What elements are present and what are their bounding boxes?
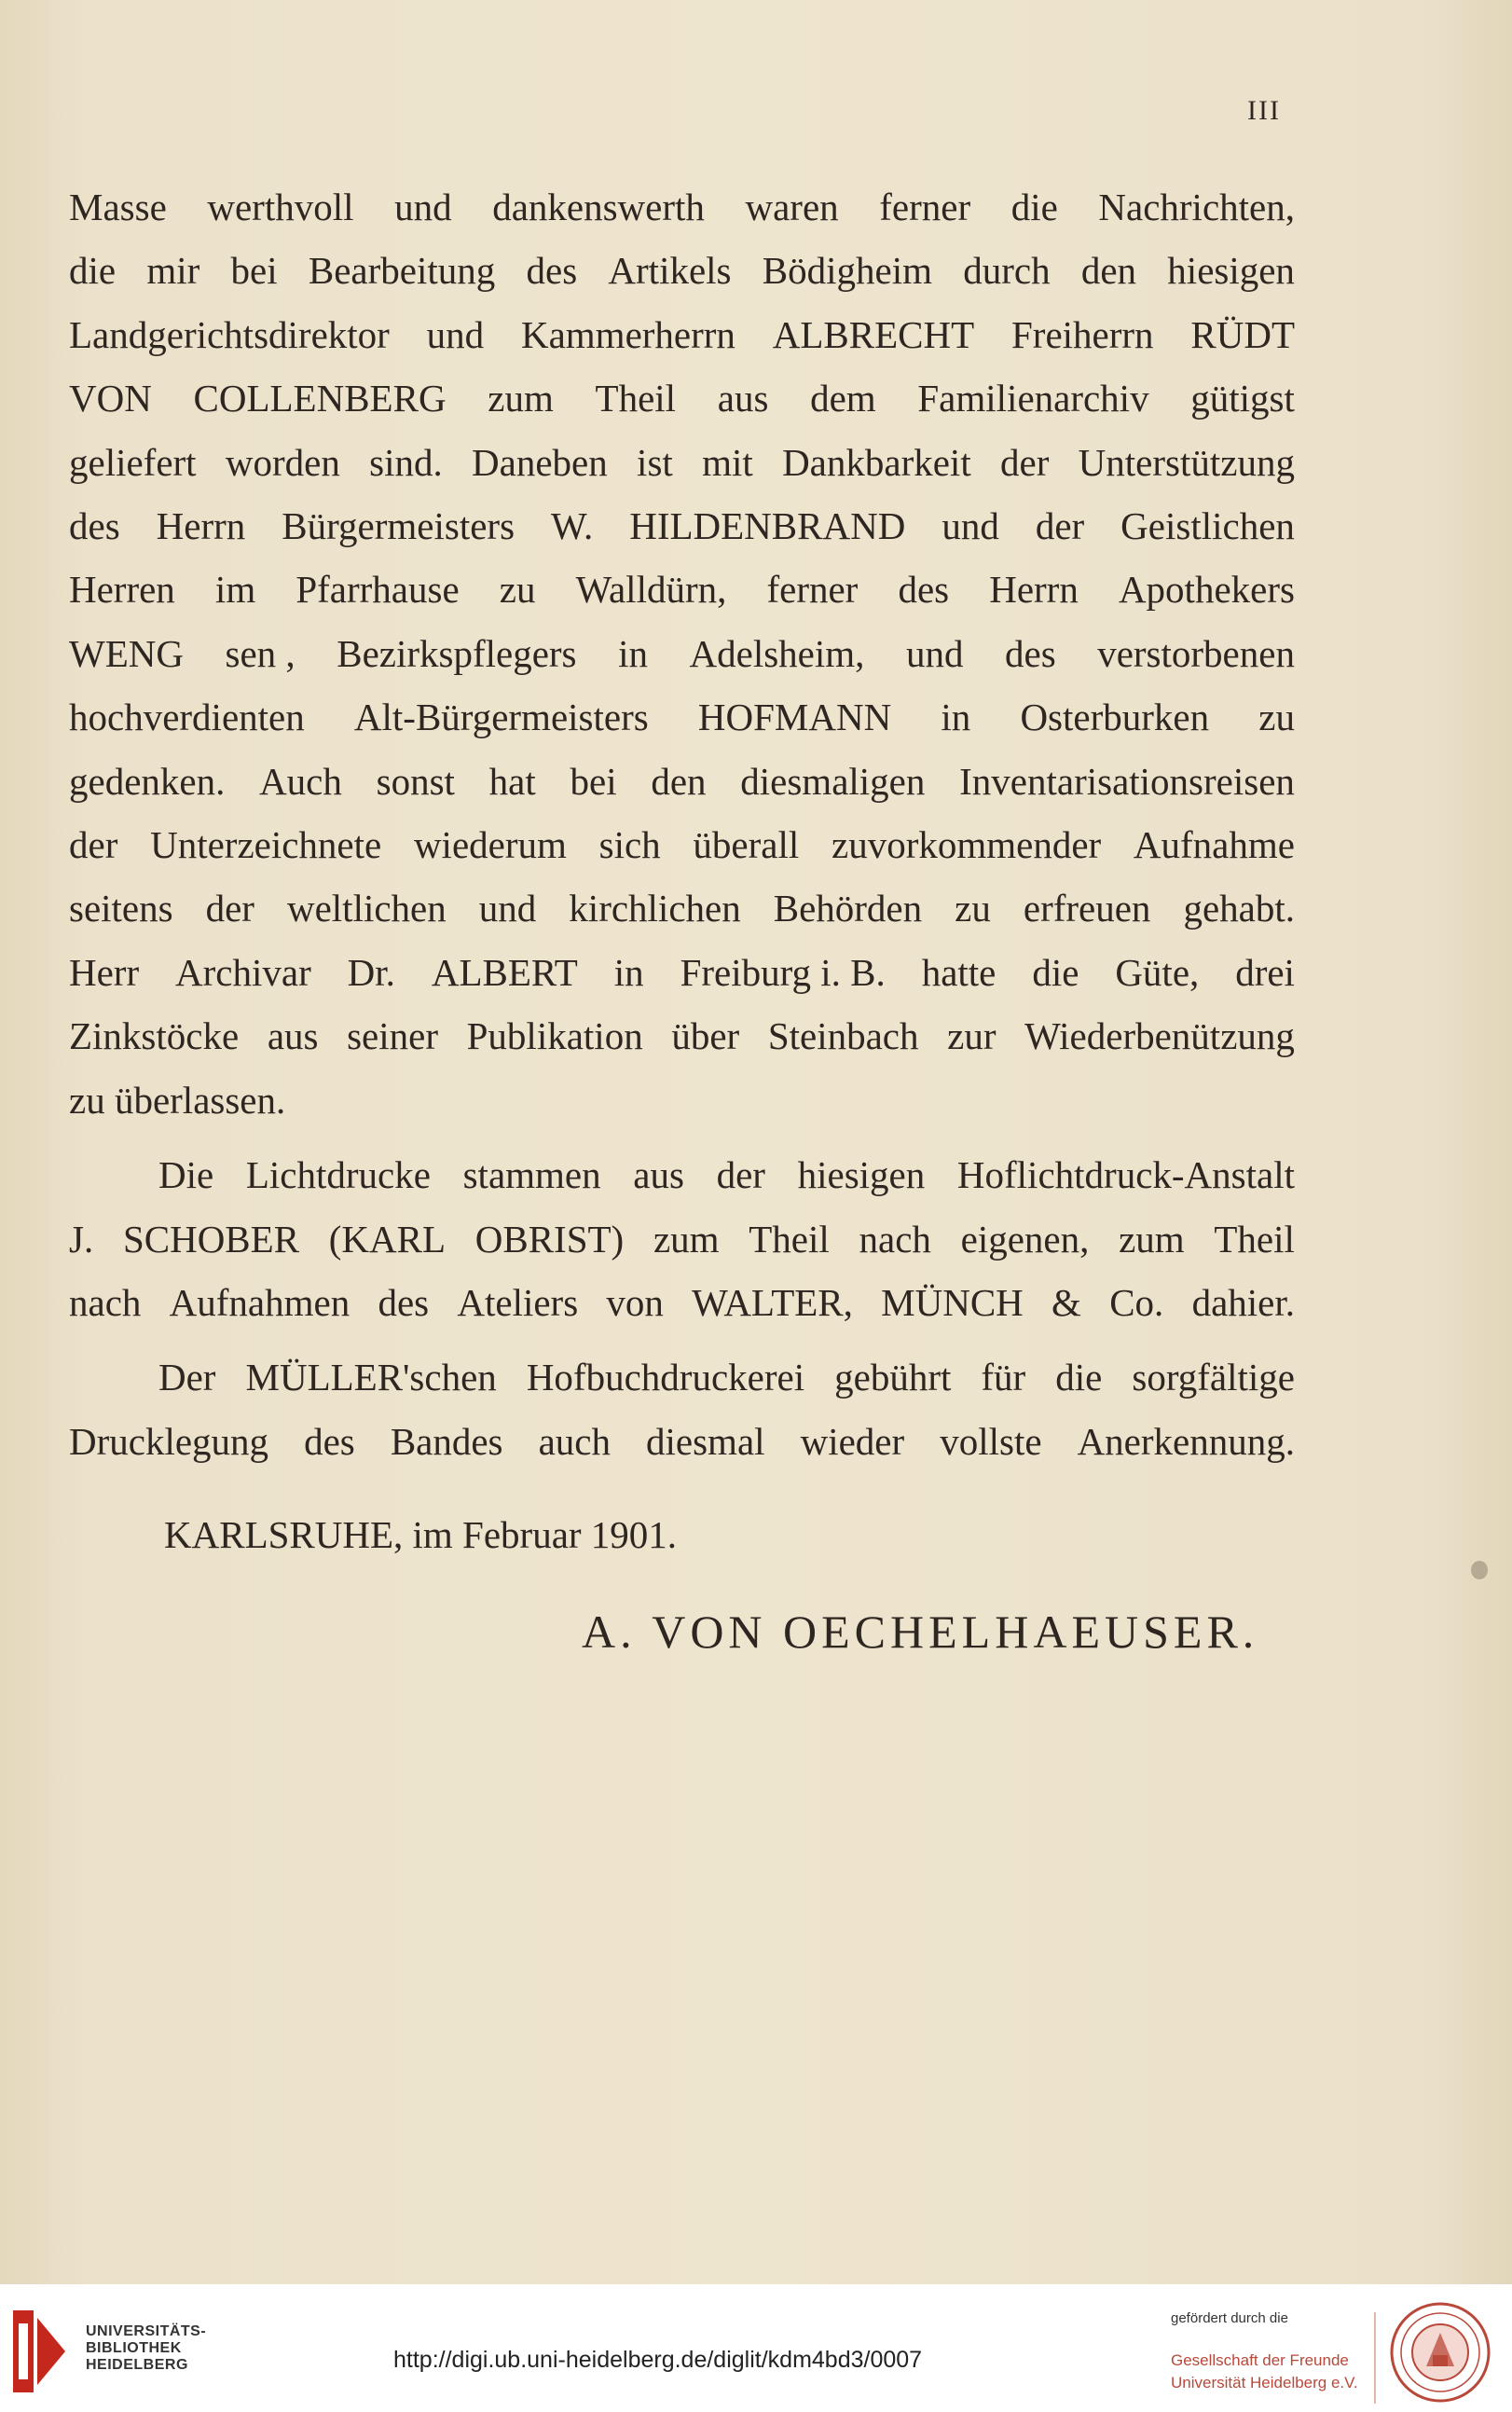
word: Bearbeitung xyxy=(308,249,496,293)
word: Inventarisationsreisen xyxy=(959,759,1295,803)
word: gedenken. xyxy=(69,759,226,803)
word: gebührt xyxy=(834,1356,952,1399)
word: Nachrichten, xyxy=(1098,186,1295,228)
word: Ateliers xyxy=(457,1280,579,1324)
word: stammen xyxy=(462,1153,601,1197)
word: des xyxy=(378,1280,430,1324)
word: die xyxy=(1032,950,1079,994)
word: mit xyxy=(702,440,753,484)
sponsor-line: Universität Heidelberg e.V. xyxy=(1171,2374,1358,2391)
text-line xyxy=(69,941,1295,1004)
word: ALBRECHT xyxy=(772,312,975,356)
word: VON xyxy=(69,377,152,420)
text-line xyxy=(69,1410,1295,1473)
word: (KARL xyxy=(328,1217,447,1261)
word: der xyxy=(1035,504,1085,548)
word: im xyxy=(214,568,256,612)
word: Herr xyxy=(69,950,140,994)
paragraph-1 xyxy=(69,175,1295,1132)
dateline: KARLSRUHE, im Februar 1901. xyxy=(164,1513,678,1556)
word: Bürgermeisters xyxy=(282,504,515,548)
word: den xyxy=(651,759,707,803)
library-line: BIBLIOTHEK xyxy=(86,2340,182,2356)
word: des xyxy=(526,249,578,293)
word: sind. xyxy=(369,440,443,484)
paper-spot xyxy=(1471,1561,1488,1579)
word: Theil xyxy=(749,1217,830,1261)
library-line: HEIDELBERG xyxy=(86,2357,188,2373)
word: Walldürn, xyxy=(575,568,727,612)
word: der xyxy=(1000,440,1050,484)
word: die xyxy=(1055,1356,1103,1399)
word: erfreuen xyxy=(1023,887,1151,930)
word: Bezirkspflegers xyxy=(337,631,577,675)
word: den xyxy=(1080,249,1137,293)
word: seitens xyxy=(69,887,173,930)
word: des xyxy=(1005,631,1056,675)
word: Dankbarkeit xyxy=(782,440,971,484)
word: worden xyxy=(225,440,340,484)
word: sich xyxy=(598,823,661,867)
word: verstorbenen xyxy=(1097,631,1295,675)
word: zu xyxy=(499,568,536,612)
word: Bandes xyxy=(390,1419,503,1463)
text-line xyxy=(69,1345,1295,1409)
library-line: UNIVERSITÄTS- xyxy=(86,2323,207,2339)
word: Unterzeichnete xyxy=(150,823,382,867)
word: von xyxy=(606,1280,664,1324)
word: in xyxy=(618,631,648,675)
word: zum xyxy=(488,377,554,420)
word: Masse xyxy=(69,186,167,228)
word: hiesigen xyxy=(797,1153,926,1197)
word: die xyxy=(1010,186,1058,228)
word: Der xyxy=(158,1356,216,1399)
word: dahier. xyxy=(1191,1280,1295,1324)
sponsor-name xyxy=(1171,2350,1358,2394)
word: Publikation xyxy=(466,1014,643,1058)
word: Theil xyxy=(1214,1217,1295,1261)
word: wiederum xyxy=(413,823,567,867)
word: Herrn xyxy=(989,568,1079,612)
word: der xyxy=(69,823,118,867)
word: und xyxy=(942,504,999,548)
word: seiner xyxy=(347,1014,438,1058)
word: diesmaligen xyxy=(740,759,926,803)
word: Drucklegung xyxy=(69,1419,269,1463)
university-seal-icon xyxy=(1389,2301,1491,2404)
word: vollste xyxy=(940,1419,1042,1463)
word: zum xyxy=(1119,1217,1185,1261)
body-text xyxy=(69,175,1295,1473)
text-line xyxy=(69,1004,1295,1068)
word: Archivar xyxy=(175,950,311,994)
text-line xyxy=(69,239,1295,302)
word: und xyxy=(426,312,485,356)
word: Alt-Bürgermeisters xyxy=(353,696,649,739)
word: Co. xyxy=(1109,1280,1164,1324)
word: auch xyxy=(538,1419,611,1463)
text-line xyxy=(69,494,1295,558)
word: Herrn xyxy=(156,504,246,548)
word: zu überlassen. xyxy=(69,1078,286,1122)
text-line xyxy=(69,750,1295,813)
word: aus xyxy=(633,1153,684,1197)
word: Freiburg i. B. xyxy=(680,950,886,994)
text-line xyxy=(69,1207,1295,1271)
divider xyxy=(1374,2312,1376,2404)
word: Pfarrhause xyxy=(296,568,460,612)
word: über xyxy=(671,1014,740,1058)
word: SCHOBER xyxy=(122,1217,300,1261)
word: diesmal xyxy=(646,1419,765,1463)
word: aus xyxy=(267,1014,319,1058)
sponsor-label: gefördert durch die xyxy=(1171,2310,1288,2326)
library-name xyxy=(86,2323,206,2374)
page-number: III xyxy=(1247,95,1281,126)
word: der xyxy=(205,887,254,930)
word: Aufnahme xyxy=(1133,823,1295,867)
word: sonst xyxy=(376,759,455,803)
word: zu xyxy=(955,887,991,930)
word: ferner xyxy=(766,568,859,612)
word: Behörden xyxy=(773,887,923,930)
text-line xyxy=(69,175,1295,239)
word: wieder xyxy=(800,1419,905,1463)
word: zur xyxy=(947,1014,997,1058)
word: WENG xyxy=(69,631,184,675)
text-line xyxy=(69,431,1295,494)
word: Dr. xyxy=(347,950,395,994)
word: hatte xyxy=(921,950,997,994)
word: hochverdienten xyxy=(69,696,305,739)
word: Hofbuchdruckerei xyxy=(526,1356,805,1399)
word: der xyxy=(716,1153,765,1197)
word: MÜNCH xyxy=(881,1280,1024,1324)
library-logo-icon xyxy=(9,2305,69,2398)
word: Bödigheim xyxy=(762,249,932,293)
word: J. xyxy=(69,1217,94,1261)
word: MÜLLER'schen xyxy=(245,1356,497,1399)
text-line xyxy=(69,1143,1295,1206)
word: Unterstützung xyxy=(1078,440,1295,484)
word: dankenswerth xyxy=(492,186,705,228)
word: sen , xyxy=(225,631,296,675)
word: Familienarchiv xyxy=(917,377,1149,420)
word: Geistlichen xyxy=(1120,504,1295,548)
text-line xyxy=(69,366,1295,430)
permalink-url[interactable]: http://digi.ub.uni-heidelberg.de/diglit/kdm4bd3/0007 xyxy=(393,2347,923,2373)
word: eigenen, xyxy=(960,1217,1090,1261)
signature: A. VON OECHELHAEUSER. xyxy=(582,1606,1259,1658)
word: Landgerichtsdirektor xyxy=(69,312,390,356)
word: Auch xyxy=(259,759,342,803)
word: des xyxy=(304,1419,355,1463)
sponsor-line: Gesellschaft der Freunde xyxy=(1171,2351,1349,2369)
word: und xyxy=(478,887,537,930)
text-line xyxy=(69,685,1295,749)
word: RÜDT xyxy=(1190,312,1295,356)
digitization-footer xyxy=(0,2284,1512,2412)
text-line xyxy=(69,1271,1295,1334)
word: HILDENBRAND xyxy=(629,504,906,548)
word: werthvoll xyxy=(207,186,354,228)
word: WALTER, xyxy=(692,1280,853,1324)
word: für xyxy=(981,1356,1026,1399)
word: Daneben xyxy=(472,440,608,484)
word: und xyxy=(394,186,452,228)
word: waren xyxy=(745,186,839,228)
word: gütigst xyxy=(1190,377,1295,420)
word: Kammerherrn xyxy=(520,312,735,356)
word: Wiederbenützung xyxy=(1024,1014,1295,1058)
word: bei xyxy=(570,759,617,803)
word: Adelsheim, xyxy=(689,631,865,675)
word: ALBERT xyxy=(431,950,578,994)
word: nach xyxy=(859,1217,931,1261)
word: weltlichen xyxy=(286,887,447,930)
word: W. xyxy=(551,504,594,548)
word: zum xyxy=(653,1217,720,1261)
word: hiesigen xyxy=(1167,249,1295,293)
word: geliefert xyxy=(69,440,197,484)
word: Lichtdrucke xyxy=(245,1153,431,1197)
word: mir xyxy=(146,249,200,293)
word: drei xyxy=(1235,950,1295,994)
text-line xyxy=(69,876,1295,940)
word: Die xyxy=(158,1153,214,1197)
word: ist xyxy=(637,440,673,484)
word: Apothekers xyxy=(1118,568,1295,612)
paragraph-3 xyxy=(69,1345,1295,1473)
word: HOFMANN xyxy=(697,696,892,739)
word: gehabt. xyxy=(1183,887,1295,930)
word: Osterburken xyxy=(1020,696,1210,739)
text-line xyxy=(69,1068,1295,1132)
word: ferner xyxy=(879,186,971,228)
paragraph-2 xyxy=(69,1143,1295,1334)
word: durch xyxy=(963,249,1051,293)
word: COLLENBERG xyxy=(193,377,447,420)
word: bei xyxy=(230,249,278,293)
word: Steinbach xyxy=(767,1014,919,1058)
word: Güte, xyxy=(1115,950,1200,994)
word: & xyxy=(1052,1280,1081,1324)
word: des xyxy=(69,504,120,548)
word: in xyxy=(613,950,644,994)
word: aus xyxy=(717,377,769,420)
word: Anerkennung. xyxy=(1077,1419,1295,1463)
word: zuvorkommender xyxy=(832,823,1102,867)
word: Zinkstöcke xyxy=(69,1014,240,1058)
word: überall xyxy=(693,823,800,867)
word: Artikels xyxy=(608,249,732,293)
word: hat xyxy=(488,759,536,803)
word: Hoflichtdruck-Anstalt xyxy=(956,1153,1295,1197)
word: die xyxy=(69,249,117,293)
word: und xyxy=(905,631,964,675)
word: zu xyxy=(1258,696,1295,739)
word: Freiherrn xyxy=(1011,312,1154,356)
word: Herren xyxy=(69,568,175,612)
word: OBRIST) xyxy=(474,1217,625,1261)
word: sorgfältige xyxy=(1132,1356,1295,1399)
text-line xyxy=(69,813,1295,876)
word: dem xyxy=(810,377,876,420)
word: des xyxy=(898,568,950,612)
text-line xyxy=(69,622,1295,685)
word: nach xyxy=(69,1280,142,1324)
text-line xyxy=(69,303,1295,366)
word: kirchlichen xyxy=(569,887,741,930)
word: in xyxy=(941,696,971,739)
word: Theil xyxy=(595,377,677,420)
text-line xyxy=(69,558,1295,621)
word: Aufnahmen xyxy=(169,1280,351,1324)
